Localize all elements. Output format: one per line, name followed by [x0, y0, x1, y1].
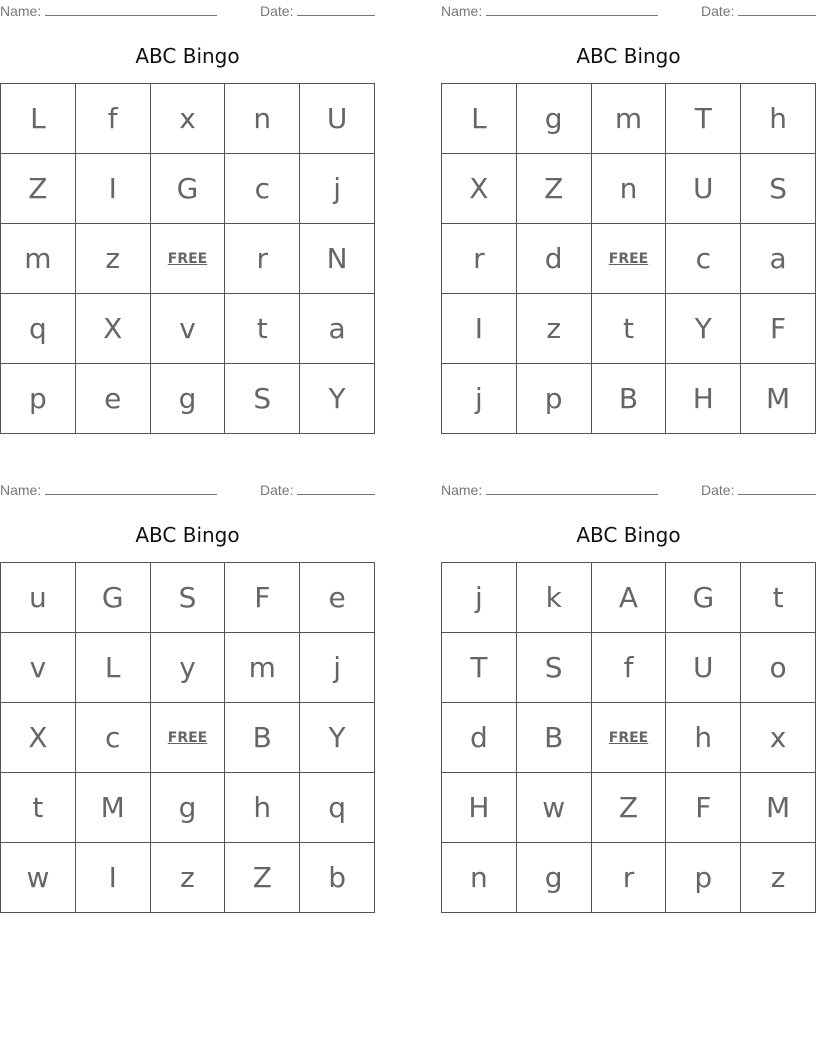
bingo-cell: m	[1, 224, 76, 294]
name-field	[441, 3, 658, 19]
bingo-cell: T	[442, 633, 517, 703]
bingo-cell: e	[76, 364, 151, 434]
bingo-cell: B	[517, 703, 592, 773]
bingo-grid	[441, 562, 816, 913]
bingo-cell: r	[592, 843, 667, 913]
bingo-cell: U	[300, 84, 375, 154]
bingo-cell: U	[666, 633, 741, 703]
free-space: FREE	[592, 703, 667, 773]
bingo-cell: B	[225, 703, 300, 773]
bingo-cell: p	[666, 843, 741, 913]
date-field	[701, 3, 816, 19]
name-field	[0, 482, 217, 498]
date-label: Date:	[701, 482, 735, 498]
bingo-cell: G	[666, 563, 741, 633]
bingo-cell: I	[442, 294, 517, 364]
name-label: Name:	[0, 482, 42, 498]
bingo-cell: N	[300, 224, 375, 294]
bingo-cell: M	[741, 773, 816, 843]
bingo-cell: n	[592, 154, 667, 224]
bingo-cell: L	[1, 84, 76, 154]
name-line	[486, 482, 658, 495]
bingo-card-3	[0, 479, 375, 913]
bingo-cell: v	[151, 294, 226, 364]
bingo-cell: b	[300, 843, 375, 913]
name-line	[486, 3, 658, 16]
bingo-cell: w	[517, 773, 592, 843]
bingo-cell: I	[76, 843, 151, 913]
bingo-cell: x	[741, 703, 816, 773]
date-field	[260, 482, 375, 498]
bingo-cell: F	[666, 773, 741, 843]
bingo-cell: S	[225, 364, 300, 434]
bingo-cell: p	[1, 364, 76, 434]
bingo-cell: h	[741, 84, 816, 154]
bingo-cell: m	[225, 633, 300, 703]
bingo-cell: Z	[592, 773, 667, 843]
bingo-cell: n	[442, 843, 517, 913]
bingo-cell: z	[76, 224, 151, 294]
card-title: ABC Bingo	[135, 44, 240, 68]
date-field	[701, 482, 816, 498]
bingo-cell: g	[151, 773, 226, 843]
bingo-grid	[0, 83, 375, 434]
free-space: FREE	[592, 224, 667, 294]
name-field	[441, 482, 658, 498]
bingo-cell: f	[76, 84, 151, 154]
bingo-cell: q	[1, 294, 76, 364]
bingo-cell: H	[666, 364, 741, 434]
bingo-cell: t	[225, 294, 300, 364]
bingo-cell: F	[225, 563, 300, 633]
bingo-cell: a	[300, 294, 375, 364]
bingo-cell: g	[517, 843, 592, 913]
bingo-cell: m	[592, 84, 667, 154]
bingo-cell: T	[666, 84, 741, 154]
bingo-cell: v	[1, 633, 76, 703]
date-line	[738, 482, 816, 495]
bingo-cell: I	[76, 154, 151, 224]
bingo-cell: r	[225, 224, 300, 294]
bingo-cell: Y	[300, 703, 375, 773]
bingo-cell: e	[300, 563, 375, 633]
bingo-cell: Y	[300, 364, 375, 434]
bingo-cell: h	[225, 773, 300, 843]
bingo-cell: X	[442, 154, 517, 224]
bingo-cell: t	[741, 563, 816, 633]
bingo-cell: f	[592, 633, 667, 703]
bingo-cell: z	[517, 294, 592, 364]
bingo-cell: F	[741, 294, 816, 364]
bingo-cell: q	[300, 773, 375, 843]
date-line	[297, 482, 375, 495]
bingo-cell: u	[1, 563, 76, 633]
bingo-cell: t	[1, 773, 76, 843]
date-line	[297, 3, 375, 16]
bingo-cell: Z	[225, 843, 300, 913]
bingo-cell: S	[517, 633, 592, 703]
bingo-cell: r	[442, 224, 517, 294]
card-title: ABC Bingo	[576, 44, 681, 68]
name-label: Name:	[441, 482, 483, 498]
bingo-cell: x	[151, 84, 226, 154]
bingo-card-2	[441, 0, 816, 434]
bingo-cell: z	[741, 843, 816, 913]
bingo-cell: k	[517, 563, 592, 633]
bingo-cell: H	[442, 773, 517, 843]
name-label: Name:	[0, 3, 42, 19]
date-field	[260, 3, 375, 19]
date-label: Date:	[260, 482, 294, 498]
name-line	[45, 482, 217, 495]
bingo-cell: n	[225, 84, 300, 154]
bingo-cell: p	[517, 364, 592, 434]
name-label: Name:	[441, 3, 483, 19]
bingo-cell: M	[76, 773, 151, 843]
bingo-cell: Z	[1, 154, 76, 224]
bingo-cell: d	[442, 703, 517, 773]
bingo-cell: Y	[666, 294, 741, 364]
bingo-cell: t	[592, 294, 667, 364]
bingo-card-1	[0, 0, 375, 434]
date-label: Date:	[701, 3, 735, 19]
bingo-cell: j	[442, 563, 517, 633]
bingo-grid	[0, 562, 375, 913]
bingo-cell: z	[151, 843, 226, 913]
name-field	[0, 3, 217, 19]
bingo-cell: h	[666, 703, 741, 773]
bingo-cell: B	[592, 364, 667, 434]
bingo-cell: g	[517, 84, 592, 154]
free-space: FREE	[151, 703, 226, 773]
bingo-cell: j	[300, 633, 375, 703]
bingo-cell: A	[592, 563, 667, 633]
bingo-cell: G	[76, 563, 151, 633]
bingo-cell: c	[666, 224, 741, 294]
bingo-cell: Z	[517, 154, 592, 224]
date-line	[738, 3, 816, 16]
bingo-cell: a	[741, 224, 816, 294]
bingo-cell: U	[666, 154, 741, 224]
bingo-cell: g	[151, 364, 226, 434]
bingo-cell: G	[151, 154, 226, 224]
bingo-grid	[441, 83, 816, 434]
date-label: Date:	[260, 3, 294, 19]
card-title: ABC Bingo	[135, 523, 240, 547]
bingo-card-4	[441, 479, 816, 913]
card-title: ABC Bingo	[576, 523, 681, 547]
bingo-cell: j	[300, 154, 375, 224]
bingo-cell: X	[1, 703, 76, 773]
bingo-cell: o	[741, 633, 816, 703]
bingo-cell: M	[741, 364, 816, 434]
free-space: FREE	[151, 224, 226, 294]
bingo-cell: d	[517, 224, 592, 294]
bingo-cell: S	[741, 154, 816, 224]
bingo-cell: c	[76, 703, 151, 773]
name-line	[45, 3, 217, 16]
bingo-cell: c	[225, 154, 300, 224]
bingo-cell: y	[151, 633, 226, 703]
bingo-cell: w	[1, 843, 76, 913]
bingo-cell: L	[442, 84, 517, 154]
bingo-cell: S	[151, 563, 226, 633]
bingo-cell: X	[76, 294, 151, 364]
bingo-cell: L	[76, 633, 151, 703]
bingo-cell: j	[442, 364, 517, 434]
